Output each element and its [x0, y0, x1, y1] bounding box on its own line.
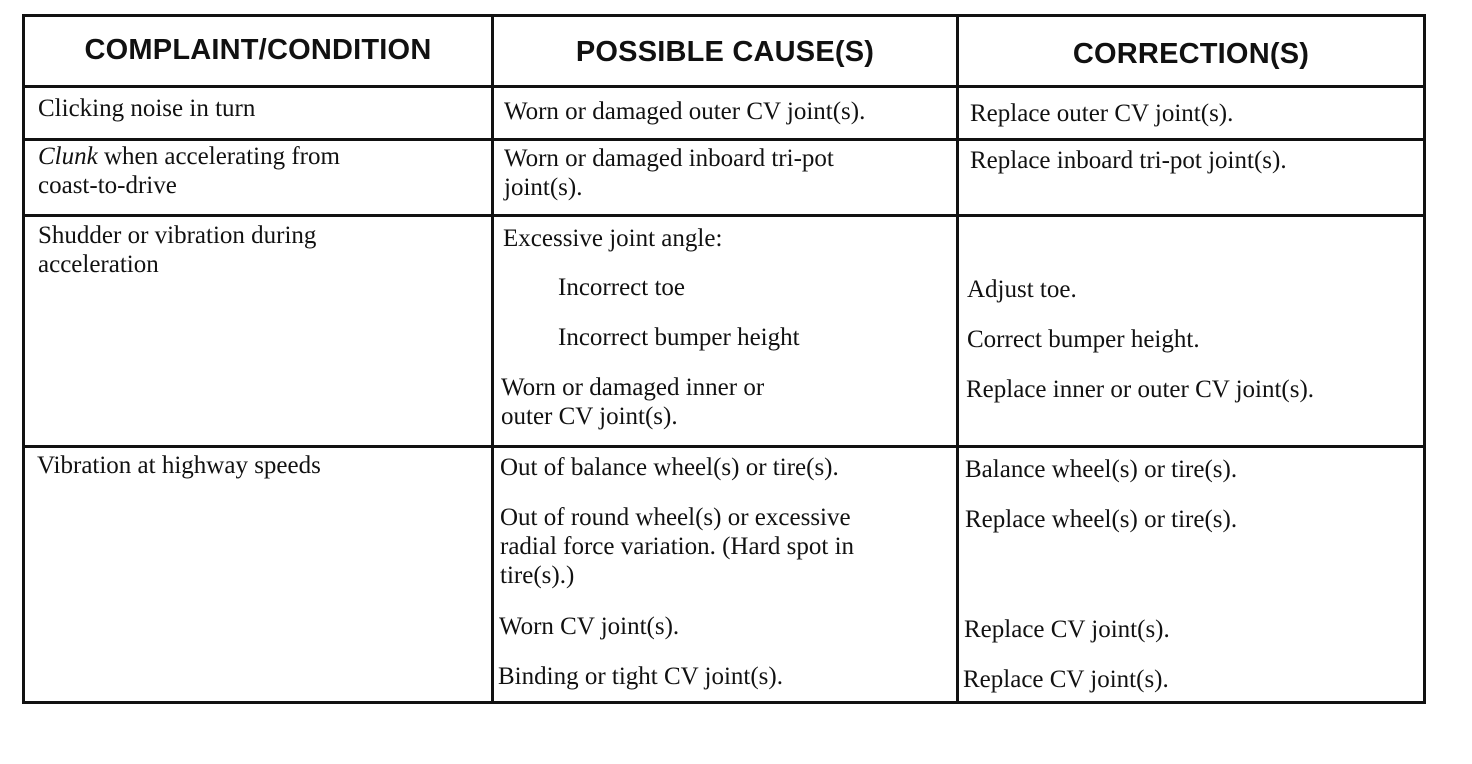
row-divider-1 — [22, 138, 1426, 141]
row3-correction-worn: Replace inner or outer CV joint(s). — [966, 376, 1315, 403]
row4-cause-round-line2: radial force variation. (Hard spot in — [500, 533, 855, 560]
row4-cause-round-line1: Out of round wheel(s) or excessive — [500, 504, 851, 531]
row3-correction-bumper: Correct bumper height. — [967, 326, 1200, 353]
header-correction: CORRECTION(S) — [1072, 38, 1310, 70]
row3-complaint-line1: Shudder or vibration during — [38, 222, 317, 249]
header-cause: POSSIBLE CAUSE(S) — [575, 36, 875, 68]
column-divider-2 — [956, 14, 959, 704]
row4-cause-worn: Worn CV joint(s). — [499, 613, 680, 640]
row4-cause-balance: Out of balance wheel(s) or tire(s). — [500, 454, 839, 481]
row2-cause-line1: Worn or damaged inboard tri-pot — [504, 145, 834, 172]
row4-correction-balance: Balance wheel(s) or tire(s). — [965, 456, 1238, 483]
row-divider-2 — [22, 214, 1426, 217]
row3-complaint-line2: acceleration — [38, 251, 159, 278]
header-complaint: COMPLAINT/CONDITION — [84, 34, 432, 66]
row4-cause-binding: Binding or tight CV joint(s). — [498, 663, 783, 690]
row3-cause-bumper: Incorrect bumper height — [558, 324, 800, 351]
row4-cause-round-line3: tire(s).) — [500, 562, 575, 589]
row-divider-3 — [22, 445, 1426, 448]
row1-cause: Worn or damaged outer CV joint(s). — [504, 98, 866, 125]
row2-complaint-rest: when accelerating from — [97, 143, 340, 170]
row2-complaint-line2: coast-to-drive — [38, 172, 177, 199]
row2-correction: Replace inboard tri-pot joint(s). — [970, 147, 1287, 174]
row4-complaint: Vibration at highway speeds — [37, 452, 321, 479]
header-divider — [22, 85, 1426, 88]
row3-cause-heading: Excessive joint angle: — [503, 225, 723, 252]
row4-correction-round: Replace wheel(s) or tire(s). — [965, 506, 1238, 533]
row2-cause-line2: joint(s). — [504, 174, 583, 201]
row4-correction-worn: Replace CV joint(s). — [964, 616, 1170, 643]
row3-cause-toe: Incorrect toe — [558, 274, 686, 301]
row2-complaint-line1 — [38, 142, 340, 171]
column-divider-1 — [491, 14, 494, 704]
row4-correction-binding: Replace CV joint(s). — [963, 666, 1169, 693]
row1-complaint: Clicking noise in turn — [38, 95, 256, 122]
row3-cause-worn-line2: outer CV joint(s). — [501, 403, 678, 430]
row3-cause-worn-line1: Worn or damaged inner or — [501, 374, 765, 401]
row3-correction-toe: Adjust toe. — [967, 276, 1077, 303]
row1-correction: Replace outer CV joint(s). — [970, 100, 1234, 127]
row2-complaint-italic: Clunk — [38, 143, 98, 170]
